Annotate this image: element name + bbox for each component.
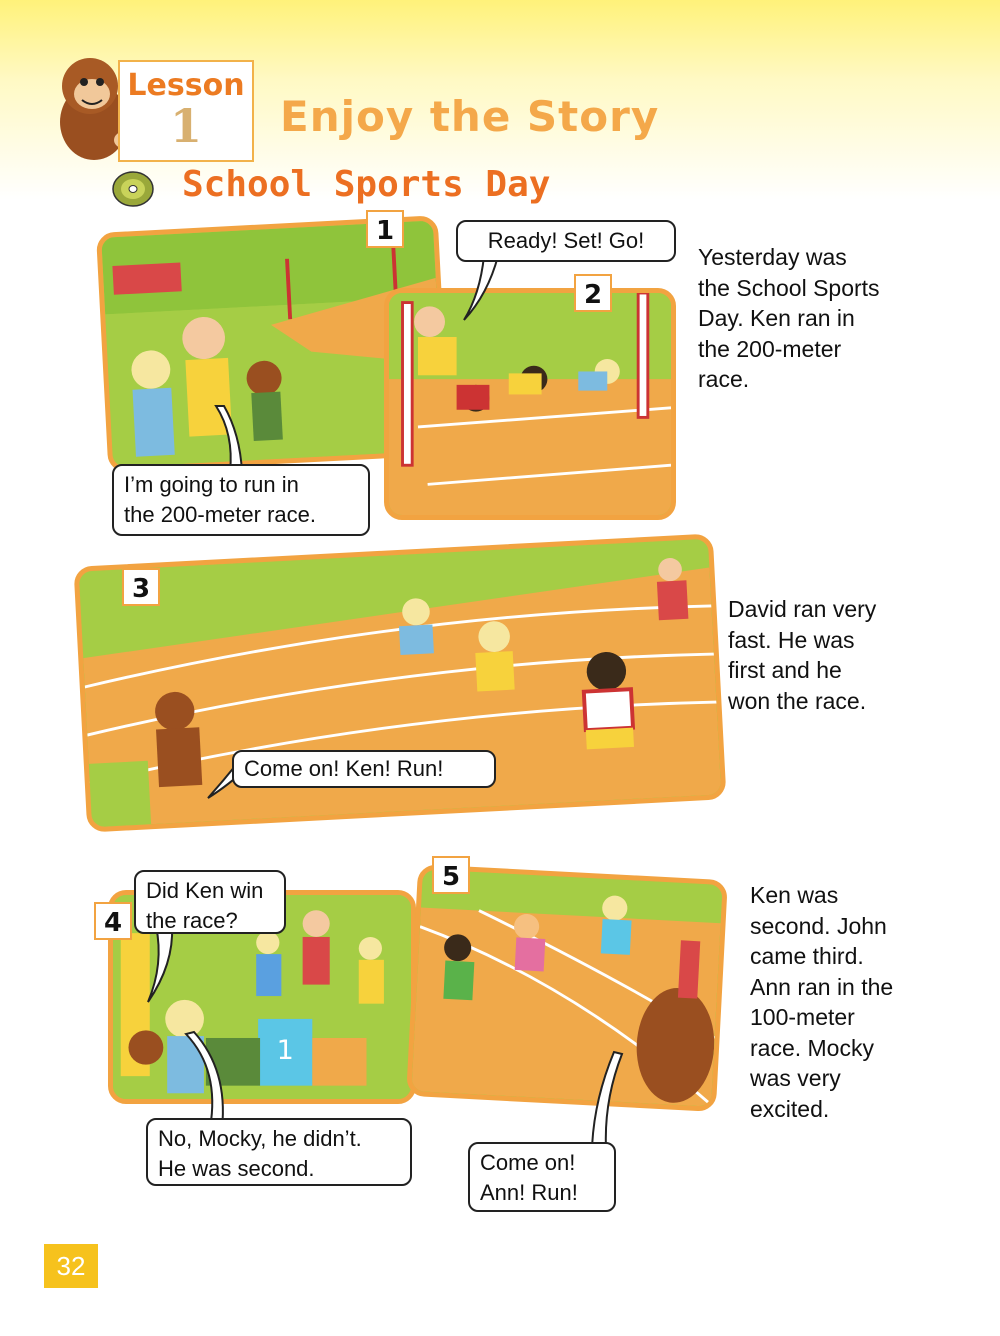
lesson-number: 1 [169, 99, 202, 153]
panel-number-2: 2 [574, 274, 612, 312]
lesson-label: Lesson [127, 68, 245, 103]
panel-5-illustration [406, 864, 728, 1112]
speech-bubble-going-to-run: I’m going to run in the 200-meter race. [112, 464, 370, 536]
story-text-3: Ken was second. John came third. Ann ran in the 100-meter race. Mocky was very excited. [750, 882, 894, 1122]
panel-number-4: 4 [94, 902, 132, 940]
cd-disc-icon[interactable] [112, 168, 154, 210]
panel-number-3: 3 [122, 568, 160, 606]
bubble-tail [144, 924, 184, 1004]
lesson-card [118, 60, 254, 162]
speech-bubble-come-on-ann: Come on! Ann! Run! [468, 1142, 616, 1212]
bubble-tail [454, 254, 514, 324]
speech-bubble-did-ken-win: Did Ken win the race? [134, 870, 286, 934]
page-title: Enjoy the Story [280, 92, 660, 141]
page-number: 32 [44, 1244, 98, 1288]
story-text-2: David ran very fast. He was first and he won the race. [728, 596, 877, 714]
speech-bubble-ready: Ready! Set! Go! [456, 220, 676, 262]
speech-bubble-come-on-ken: Come on! Ken! Run! [232, 750, 496, 788]
panel-number-1: 1 [366, 210, 404, 248]
svg-text:1: 1 [276, 1035, 294, 1066]
story-title: School Sports Day [182, 164, 551, 205]
story-text-1: Yesterday was the School Sports Day. Ken ran in the 200-meter race. [698, 244, 880, 392]
bubble-tail [180, 1030, 230, 1130]
panel-number-5: 5 [432, 856, 470, 894]
bubble-tail [584, 1050, 624, 1150]
panel-2-illustration [384, 288, 676, 520]
speech-bubble-no-mocky: No, Mocky, he didn’t. He was second. [146, 1118, 412, 1186]
